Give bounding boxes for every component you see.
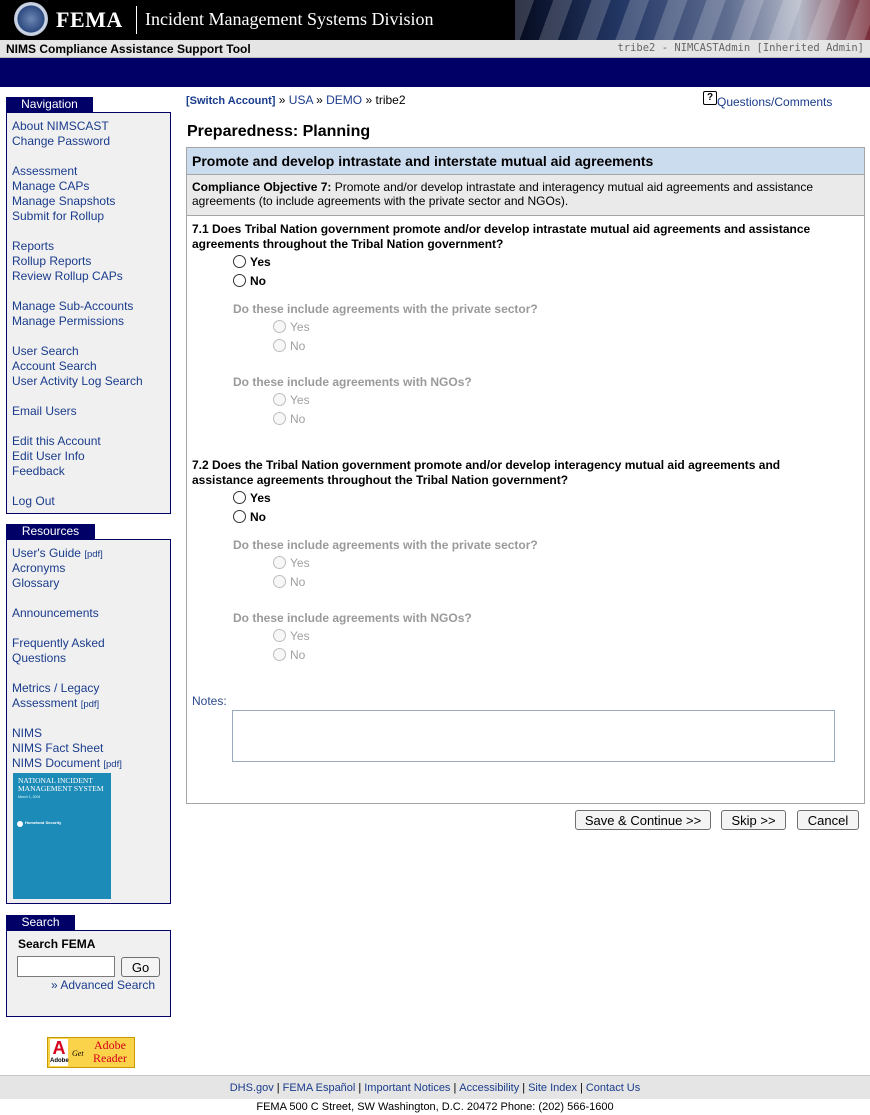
adobe-brand: Adobe xyxy=(50,1058,69,1064)
radio-button[interactable] xyxy=(273,648,286,661)
radio-button[interactable] xyxy=(233,491,246,504)
metrics-link-line2[interactable]: Assessment xyxy=(12,696,78,710)
option-label: No xyxy=(290,412,306,426)
resources-header: Resources xyxy=(6,524,95,539)
assessment-form xyxy=(186,147,865,804)
q7-1-ngo-question: Do these include agreements with NGOs? xyxy=(233,375,472,389)
nav-manage-caps[interactable]: Manage CAPs xyxy=(12,179,90,193)
nav-change-password[interactable]: Change Password xyxy=(12,134,111,148)
glossary-link[interactable]: Glossary xyxy=(12,576,60,590)
radio-button[interactable] xyxy=(273,412,286,425)
breadcrumb-usa[interactable]: USA xyxy=(288,93,313,107)
q7-1-private-sector-question: Do these include agreements with the private sector? xyxy=(233,302,538,316)
adobe-get-text: Get xyxy=(72,1049,84,1058)
q7-2-private-sector-question: Do these include agreements with the private sector? xyxy=(233,538,538,552)
q7-2-ngo-no-option[interactable] xyxy=(273,648,305,662)
footer-sep: | xyxy=(579,1082,583,1094)
nav-manage-snapshots[interactable]: Manage Snapshots xyxy=(12,194,116,208)
metrics-link-line1[interactable]: Metrics / Legacy xyxy=(12,681,100,695)
footer-sep: | xyxy=(276,1082,280,1094)
q7-1-private-yes-option[interactable] xyxy=(273,320,310,334)
questions-comments-link[interactable]: Questions/Comments xyxy=(717,95,833,109)
option-label: No xyxy=(250,510,266,524)
notes-label: Notes: xyxy=(192,694,227,708)
footer-sep: | xyxy=(522,1082,526,1094)
switch-account-link[interactable]: [Switch Account] xyxy=(186,95,276,107)
q7-1-no-option[interactable] xyxy=(233,274,266,288)
radio-button[interactable] xyxy=(273,393,286,406)
footer-fema-espanol-link[interactable]: FEMA Español xyxy=(282,1082,356,1094)
skip-button[interactable]: Skip >> xyxy=(721,810,786,830)
flag-image xyxy=(515,0,870,40)
pdf-tag[interactable]: [pdf] xyxy=(80,699,100,710)
nav-assessment[interactable]: Assessment xyxy=(12,164,78,178)
advanced-search-link[interactable]: » Advanced Search xyxy=(51,978,156,992)
users-guide-item xyxy=(12,546,103,560)
navy-bar xyxy=(0,58,870,87)
get-adobe-reader-badge[interactable] xyxy=(47,1037,135,1068)
breadcrumb-demo[interactable]: DEMO xyxy=(326,93,363,107)
breadcrumb-sep: » xyxy=(275,93,289,107)
save-continue-button[interactable]: Save & Continue >> xyxy=(575,810,711,830)
radio-button[interactable] xyxy=(233,510,246,523)
q7-2-ngo-yes-option[interactable] xyxy=(273,629,310,643)
search-header: Search xyxy=(6,915,75,930)
objective-label: Compliance Objective 7: xyxy=(192,180,332,194)
footer-links xyxy=(0,1075,870,1099)
radio-button[interactable] xyxy=(233,274,246,287)
radio-button[interactable] xyxy=(273,629,286,642)
nav-account-search[interactable]: Account Search xyxy=(12,359,97,373)
faq-link-line2[interactable]: Questions xyxy=(12,651,67,665)
footer-accessibility-link[interactable]: Accessibility xyxy=(459,1082,520,1094)
announcements-link[interactable]: Announcements xyxy=(12,606,99,620)
question-7-2: 7.2 Does the Tribal Nation government promote and/or develop interagency mutual aid agreements and assistance agreements throughout the Tribal Nation government? xyxy=(192,458,781,487)
tool-bar xyxy=(0,40,870,58)
division-title: Incident Management Systems Division xyxy=(145,9,434,29)
breadcrumb-sep: » xyxy=(312,93,327,107)
page-title: Preparedness: Planning xyxy=(187,123,371,140)
footer-dhs-link[interactable]: DHS.gov xyxy=(229,1082,274,1094)
nims-document-cover[interactable] xyxy=(13,773,111,899)
nims-document-item xyxy=(12,756,122,770)
questions-comments xyxy=(703,91,833,109)
nims-fact-sheet-link[interactable]: NIMS Fact Sheet xyxy=(12,741,104,755)
footer-important-notices-link[interactable]: Important Notices xyxy=(364,1082,451,1094)
radio-button[interactable] xyxy=(273,339,286,352)
nav-user-activity-log[interactable]: User Activity Log Search xyxy=(12,374,143,388)
nav-email-users[interactable]: Email Users xyxy=(12,404,77,418)
footer-site-index-link[interactable]: Site Index xyxy=(528,1082,577,1094)
q7-2-ngo-question: Do these include agreements with NGOs? xyxy=(233,611,472,625)
search-label: Search FEMA xyxy=(18,937,96,951)
nav-reports[interactable]: Reports xyxy=(12,239,55,253)
users-guide-link[interactable]: User's Guide xyxy=(12,546,81,560)
footer-contact-us-link[interactable]: Contact Us xyxy=(585,1082,641,1094)
section-heading-text: Promote and develop intrastate and interstate mutual aid agreements xyxy=(192,153,654,169)
breadcrumb xyxy=(186,93,406,107)
nims-document-link[interactable]: NIMS Document xyxy=(12,756,101,770)
help-icon[interactable]: ? xyxy=(703,91,717,105)
option-label: Yes xyxy=(290,556,310,570)
compliance-objective xyxy=(187,175,864,216)
radio-button[interactable] xyxy=(273,556,286,569)
dhs-seal-icon xyxy=(17,821,23,827)
footer-address: FEMA 500 C Street, SW Washington, D.C. 20472 Phone: (202) 566-1600 xyxy=(256,1101,614,1113)
nav-rollup-reports[interactable]: Rollup Reports xyxy=(12,254,92,268)
option-label: No xyxy=(290,575,306,589)
navigation-panel xyxy=(6,112,171,514)
option-label: No xyxy=(250,274,266,288)
question-7-1: 7.1 Does Tribal Nation government promote and/or develop intrastate mutual aid agreements and assistance agreements throughout the Tribal Nation government? xyxy=(192,222,811,251)
go-button[interactable]: Go xyxy=(121,957,160,977)
q7-1-ngo-no-option[interactable] xyxy=(273,412,305,426)
user-info: tribe2 - NIMCASTAdmin [Inherited Admin] xyxy=(617,42,864,54)
search-panel xyxy=(6,930,171,1017)
header-banner xyxy=(0,0,870,40)
nav-edit-user-info[interactable]: Edit User Info xyxy=(12,449,85,463)
q7-2-yes-option[interactable] xyxy=(233,491,271,505)
radio-button[interactable] xyxy=(233,255,246,268)
search-input[interactable] xyxy=(17,956,115,977)
nims-link[interactable]: NIMS xyxy=(12,726,42,740)
footer-sep: | xyxy=(453,1082,457,1094)
footer-sep: | xyxy=(358,1082,362,1094)
cover-title: NATIONAL INCIDENT MANAGEMENT SYSTEM xyxy=(18,776,104,793)
q7-1-private-no-option[interactable] xyxy=(273,339,305,353)
q7-2-private-no-option[interactable] xyxy=(273,575,305,589)
section-heading xyxy=(187,148,864,175)
nav-about-nimscast[interactable]: About NIMSCAST xyxy=(12,119,109,133)
breadcrumb-sep: » xyxy=(362,93,376,107)
dhs-seal-icon xyxy=(14,2,48,36)
nav-user-search[interactable]: User Search xyxy=(12,344,79,358)
cover-date: March 1, 2004 xyxy=(18,795,41,799)
option-label: Yes xyxy=(290,393,310,407)
nav-submit-for-rollup[interactable]: Submit for Rollup xyxy=(12,209,105,223)
option-label: Yes xyxy=(250,255,271,269)
nav-review-rollup-caps[interactable]: Review Rollup CAPs xyxy=(12,269,123,283)
option-label: Yes xyxy=(290,320,310,334)
option-label: No xyxy=(290,339,306,353)
nav-manage-permissions[interactable]: Manage Permissions xyxy=(12,314,125,328)
option-label: No xyxy=(290,648,306,662)
q7-1-yes-option[interactable] xyxy=(233,255,271,269)
nav-edit-account[interactable]: Edit this Account xyxy=(12,434,101,448)
cover-seal-text: Homeland Security xyxy=(25,820,62,825)
navigation-header: Navigation xyxy=(6,97,93,112)
q7-1-ngo-yes-option[interactable] xyxy=(273,393,310,407)
fema-logo[interactable]: FEMA xyxy=(56,7,123,32)
tool-title: NIMS Compliance Assistance Support Tool xyxy=(6,42,251,56)
metrics-item xyxy=(12,696,99,710)
pdf-tag[interactable]: [pdf] xyxy=(84,549,103,560)
notes-textarea[interactable] xyxy=(232,710,835,762)
nav-feedback[interactable]: Feedback xyxy=(12,464,65,478)
q7-2-no-option[interactable] xyxy=(233,510,266,524)
nav-log-out[interactable]: Log Out xyxy=(12,494,55,508)
resources-panel xyxy=(6,539,171,904)
option-label: Yes xyxy=(290,629,310,643)
cancel-button[interactable]: Cancel xyxy=(797,810,859,830)
pdf-tag[interactable]: [pdf] xyxy=(103,759,122,770)
banner-divider xyxy=(136,6,137,34)
adobe-reader-text: Adobe Reader xyxy=(93,1038,127,1065)
radio-button[interactable] xyxy=(273,320,286,333)
option-label: Yes xyxy=(250,491,271,505)
breadcrumb-current: tribe2 xyxy=(375,93,406,107)
q7-2-private-yes-option[interactable] xyxy=(273,556,310,570)
radio-button[interactable] xyxy=(273,575,286,588)
acronyms-link[interactable]: Acronyms xyxy=(12,561,66,575)
faq-link-line1[interactable]: Frequently Asked xyxy=(12,636,105,650)
objective-text: Promote and/or develop intrastate and interagency mutual aid agreements and assistance agreements (to include agreements with the private sector and NGOs). xyxy=(192,180,814,208)
adobe-logo-icon: A Adobe xyxy=(50,1038,69,1064)
nav-manage-sub-accounts[interactable]: Manage Sub-Accounts xyxy=(12,299,134,313)
